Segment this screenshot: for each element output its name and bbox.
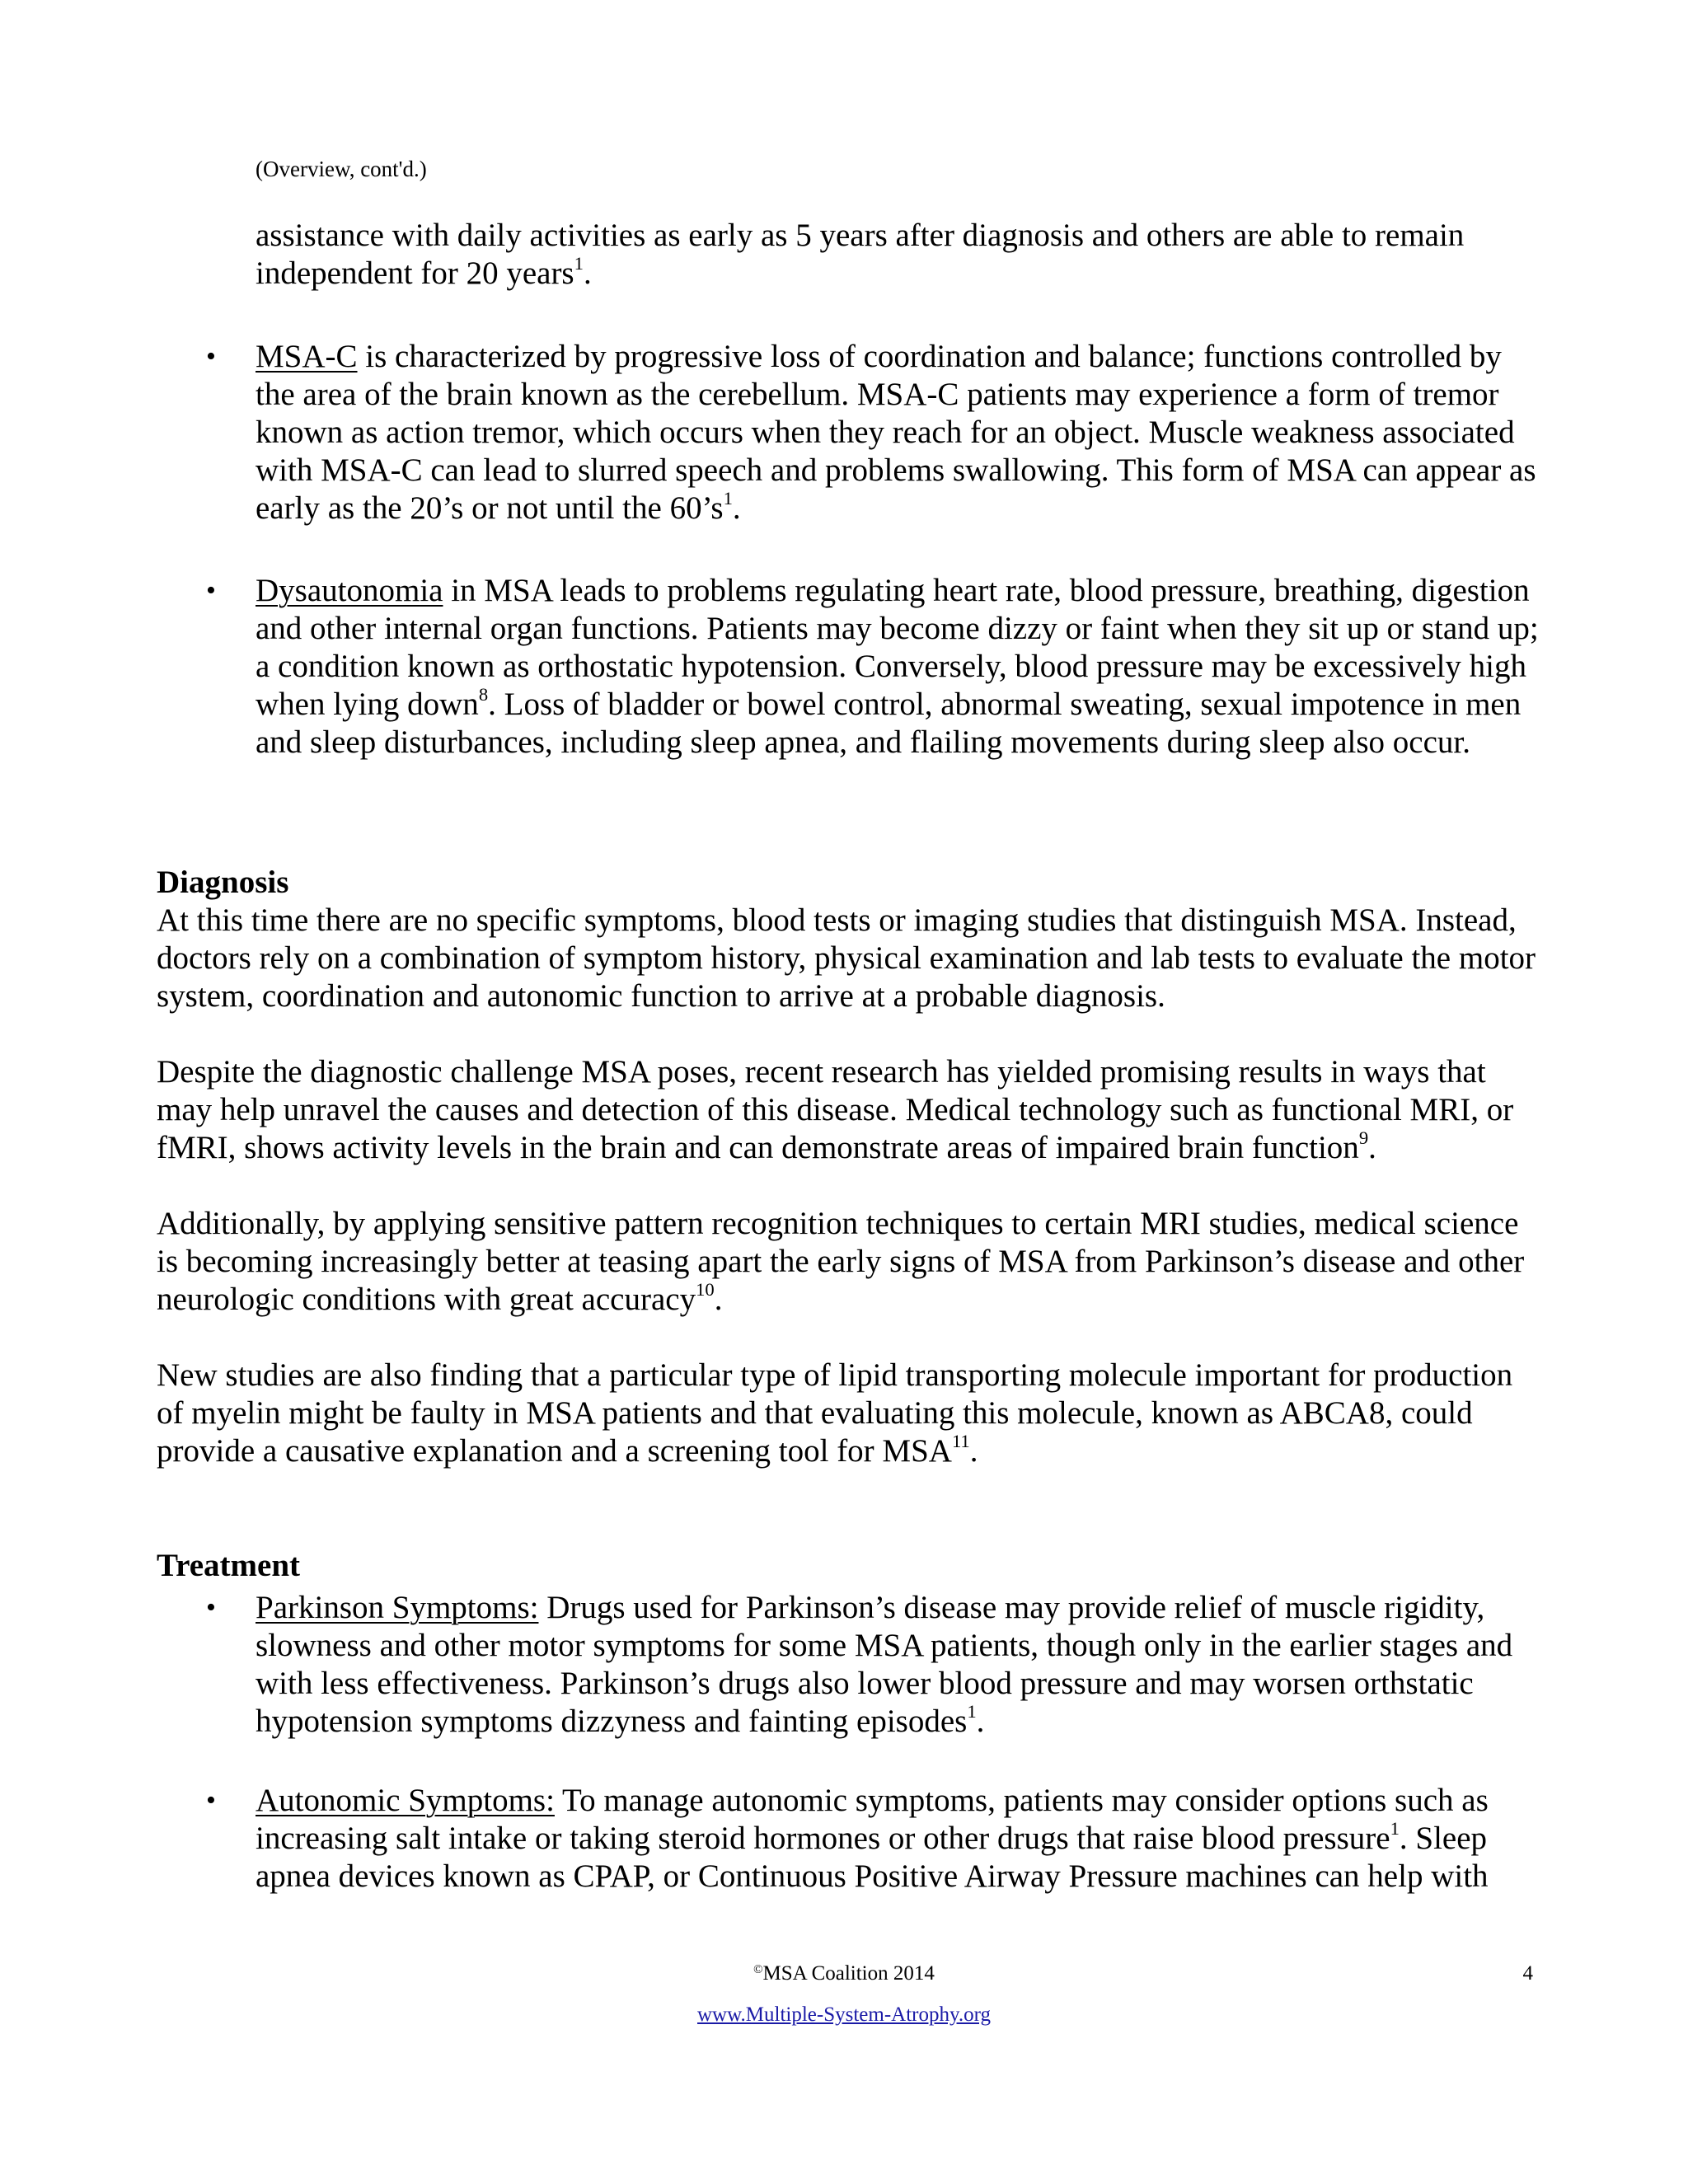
overview-paragraph: assistance with daily activities as early as 5 years after diagnosis and others are able to remain independent for 20 years$^1$. bbox=[256, 218, 1465, 291]
copyright-symbol: © bbox=[753, 1962, 763, 1976]
citation-ref: 1 bbox=[967, 1701, 977, 1722]
bullet-icon: • bbox=[206, 1785, 216, 1816]
diagnosis-heading: Diagnosis bbox=[157, 865, 289, 900]
treatment-heading: Treatment bbox=[157, 1548, 300, 1583]
msa-c-paragraph: MSA-C is characterized by progressive loss of coordination and balance; functions controlled by the area of the brain known as the cerebellum. MSA-C patients may experience a form of tremor known as action tremor, which occurs when they reach for an object. Muscle weakness associated with MSA-C can lead to slurred speech and problems swallowing. This form of MSA can appear as early as the 20’s or not until the $60’s^1$. bbox=[256, 339, 1536, 526]
citation-ref: 9 bbox=[1358, 1127, 1369, 1149]
citation-ref: 1 bbox=[723, 488, 733, 509]
citation-ref: 8 bbox=[478, 684, 489, 705]
msa-c-term: MSA-C bbox=[256, 339, 358, 374]
parkinson-symptoms-term: Parkinson Symptoms: bbox=[256, 1590, 539, 1625]
bullet-icon: • bbox=[206, 1592, 216, 1623]
diagnosis-paragraph-2: Despite the diagnostic challenge MSA poses, recent research has yielded promising results in ways that may help unravel the causes and detection of this disease. Medical technology such as functional MRI, or fMRI, shows activity levels in the brain and can demonstrate areas of impaired brain function$^9$. bbox=[157, 1054, 1514, 1165]
citation-ref: 1 bbox=[574, 253, 584, 274]
citation-ref: 1 bbox=[1390, 1818, 1400, 1840]
diagnosis-paragraph-3: Additionally, by applying sensitive pattern recognition techniques to certain MRI studies, medical science is becoming increasingly better at teasing apart the early signs of MSA from Parkinson’s disease and other neurologic conditions with great accuracy$^{10}$. bbox=[157, 1206, 1525, 1317]
website-link[interactable]: www.Multiple-System-Atrophy.org bbox=[697, 2004, 991, 2026]
footer-copyright: ©MSA Coalition 2014 bbox=[753, 1962, 935, 1985]
citation-ref: 10 bbox=[696, 1279, 715, 1301]
diagnosis-paragraph-1: At this time there are no specific symptoms, blood tests or imaging studies that distinguish MSA. Instead, doctors rely on a combination of symptom history, physical examination and lab tests to evaluate the motor system, coordination and autonomic function to arrive at a probable diagnosis. bbox=[157, 902, 1536, 1014]
diagnosis-paragraph-4: New studies are also finding that a particular type of lipid transporting molecule important for production of myelin might be faulty in MSA patients and that evaluating this molecule, known as ABCA8, could provide a causative explanation and a screening tool for MSA$^{11}$. bbox=[157, 1357, 1513, 1469]
autonomic-symptoms-term: Autonomic Symptoms: bbox=[256, 1783, 555, 1818]
dysautonomia-paragraph: Dysautonomia in MSA leads to problems regulating heart rate, blood pressure, breathing, digestion and other internal organ functions. Patients may become dizzy or faint when they sit up or stand up; a condition known as orthostatic hypotension. Conversely, blood pressure may be excessively high when lying down$^8$. Loss of bladder or bowel control, abnormal sweating, sexual impotence in men and sleep disturbances, including sleep apnea, and flailing movements during sleep also occur. bbox=[256, 573, 1539, 760]
citation-ref: 11 bbox=[951, 1431, 970, 1452]
dysautonomia-term: Dysautonomia bbox=[256, 573, 443, 608]
parkinson-symptoms-paragraph: Parkinson Symptoms: Drugs used for Parkinson’s disease may provide relief of muscle rigidity, slowness and other motor symptoms for some MSA patients, though only in the earlier stages and with less effectiveness. Parkinson’s drugs also lower blood pressure and may worsen orthstatic hypotension symptoms dizzyness and fainting episodes$^1$. bbox=[256, 1590, 1513, 1739]
continued-label: (Overview, cont'd.) bbox=[256, 157, 427, 181]
bullet-icon: • bbox=[206, 341, 216, 372]
bullet-icon: • bbox=[206, 575, 216, 606]
page-number: 4 bbox=[1522, 1962, 1533, 1985]
autonomic-symptoms-paragraph: Autonomic Symptoms: To manage autonomic symptoms, patients may consider options such as increasing salt intake or taking steroid hormones or other drugs that raise blood pressure$^1$. Sleep apnea devices known as CPAP, or Continuous Positive Airway Pressure machines can help with bbox=[256, 1783, 1489, 1894]
footer-url bbox=[0, 2003, 1688, 2027]
